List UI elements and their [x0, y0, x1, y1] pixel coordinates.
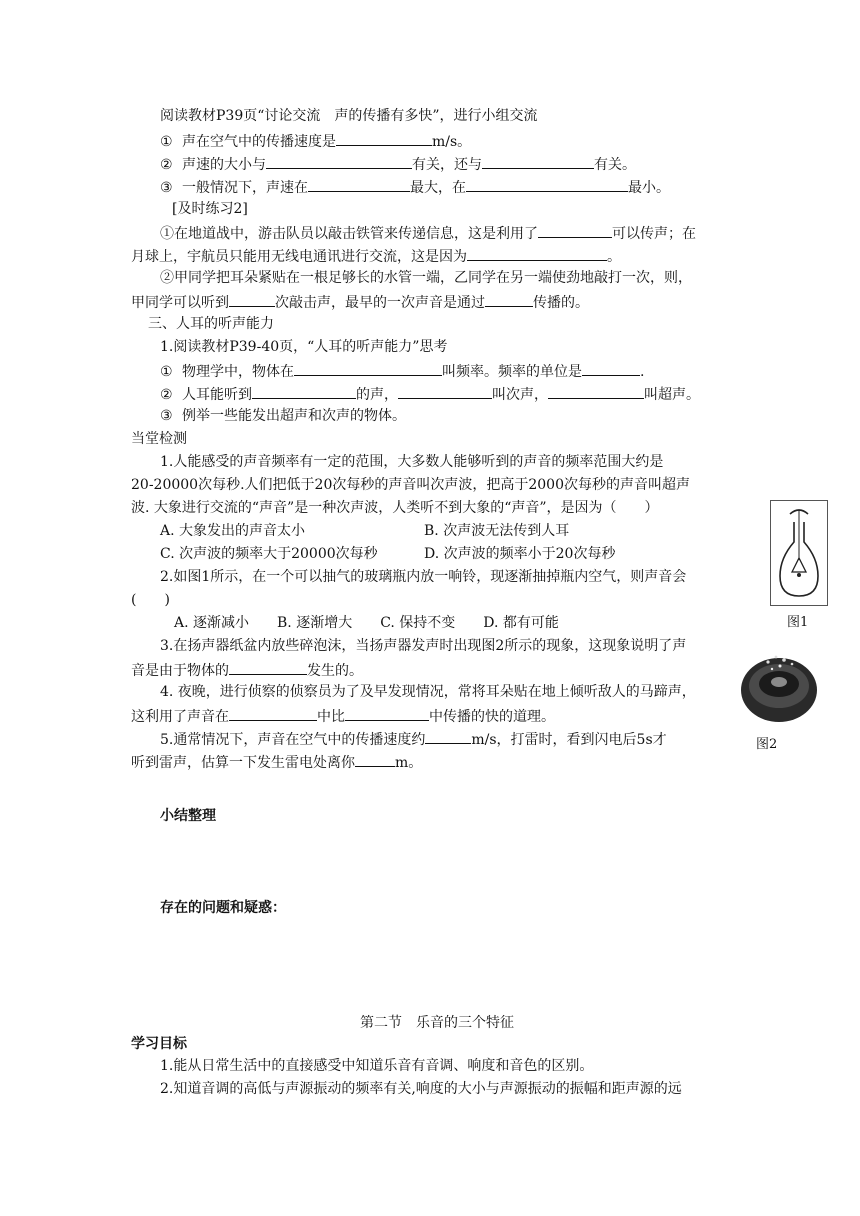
answer-blank[interactable] [336, 130, 432, 146]
s3-question-2: ② 人耳能听到 的声， 叫次声， 叫超声。 [160, 383, 700, 405]
test-q2-line-2: ( ) [131, 592, 170, 608]
s3-question-3: ③ 例举一些能发出超声和次声的物体。 [160, 408, 406, 424]
answer-blank[interactable] [582, 360, 640, 376]
test-q1-option-c: C. 次声波的频率大于20000次每秒 [160, 546, 378, 562]
figure-1-caption: 图1 [787, 615, 809, 630]
practice-2-line-2: 月球上，宇航员只能用无线电通讯进行交流，这是因为 。 [131, 245, 621, 267]
answer-blank[interactable] [355, 751, 395, 767]
test-q4-line-1: 4. 夜晚，进行侦察的侦察员为了及早发现情况，常将耳朵贴在地上倾听敌人的马蹄声， [160, 684, 696, 700]
s3-intro: 1.阅读教材P39-40页，“人耳的听声能力”思考 [160, 339, 448, 355]
answer-blank[interactable] [485, 291, 533, 307]
summary-heading: 小结整理 [160, 808, 216, 824]
practice-2-title: [及时练习2] [172, 201, 248, 217]
q-number: ① [160, 134, 173, 150]
answer-blank[interactable] [229, 659, 307, 675]
test-q4-line-2: 这利用了声音在 中比 中传播的快的道理。 [131, 705, 555, 727]
test-q3-line-1: 3.在扬声器纸盆内放些碎泡沫，当扬声器发声时出现图2所示的现象，这现象说明了声 [160, 638, 687, 654]
answer-blank[interactable] [294, 360, 442, 376]
s1-question-2: ② 声速的大小与 有关，还与 有关。 [160, 153, 636, 175]
s1-question-1: ① 声在空气中的传播速度是 m/s。 [160, 130, 471, 152]
answer-blank[interactable] [229, 291, 275, 307]
figure-2-caption: 图2 [756, 737, 778, 752]
s3-heading: 三、人耳的听声能力 [148, 316, 274, 332]
test-q3-line-2: 音是由于物体的 发生的。 [131, 659, 363, 681]
practice-2-line-1: ①在地道战中，游击队员以敲击铁管来传递信息，这是利用了 可以传声；在 [160, 222, 696, 244]
answer-blank[interactable] [229, 705, 317, 721]
learning-goals-heading: 学习目标 [131, 1036, 187, 1052]
s1-intro: 阅读教材P39页“讨论交流 声的传播有多快”，进行小组交流 [160, 108, 538, 124]
test-q2-options: A. 逐渐减小 B. 逐渐增大 C. 保持不变 D. 都有可能 [174, 615, 559, 631]
test-q2-line-1: 2.如图1所示，在一个可以抽气的玻璃瓶内放一响铃，现逐渐抽掉瓶内空气，则声音会 [160, 569, 687, 585]
s3-question-1: ① 物理学中，物体在 叫频率。频率的单位是 . [160, 360, 644, 382]
s1-question-3: ③ 一般情况下，声速在 最大，在 最小。 [160, 176, 670, 198]
practice-2-line-4: 甲同学可以听到 次敲击声，最早的一次声音是通过 传播的。 [131, 291, 589, 313]
answer-blank[interactable] [425, 728, 471, 744]
test-q1-option-d: D. 次声波的频率小于20次每秒 [424, 546, 616, 562]
practice-2-line-3: ②甲同学把耳朵紧贴在一根足够长的水管一端，乙同学在另一端使劲地敲打一次，则， [160, 270, 692, 286]
answer-blank[interactable] [482, 153, 594, 169]
test-q5-line-1: 5.通常情况下，声音在空气中的传播速度约 m/s，打雷时，看到闪电后5s才 [160, 728, 667, 750]
learning-goal-2: 2.知道音调的高低与声源振动的频率有关,响度的大小与声源振动的振幅和距声源的远 [160, 1081, 682, 1097]
answer-blank[interactable] [308, 176, 410, 192]
bell-jar-figure [770, 500, 828, 606]
answer-blank[interactable] [252, 383, 356, 399]
questions-heading: 存在的问题和疑惑： [160, 900, 286, 916]
learning-goal-1: 1.能从日常生活中的直接感受中知道乐音有音调、响度和音色的区别。 [160, 1058, 594, 1074]
test-q1-line-1: 1.人能感受的声音频率有一定的范围，大多数人能够听到的声音的频率范围大约是 [160, 454, 664, 470]
test-q1-line-3: 波. 大象进行交流的“声音”是一种次声波，人类听不到大象的“声音”，是因为（ ） [131, 500, 659, 516]
section-2-title: 第二节 乐音的三个特征 [360, 1015, 514, 1031]
speaker-figure [738, 650, 820, 726]
answer-blank[interactable] [266, 153, 412, 169]
test-q1-option-b: B. 次声波无法传到人耳 [424, 523, 570, 539]
answer-blank[interactable] [466, 176, 628, 192]
answer-blank[interactable] [345, 705, 429, 721]
test-q1-option-a: A. 大象发出的声音太小 [160, 523, 306, 539]
test-q5-line-2: 听到雷声，估算一下发生雷电处离你 m。 [131, 751, 422, 773]
test-q1-line-2: 20-20000次每秒.人们把低于20次每秒的声音叫次声波，把高于2000次每秒的声音叫超声 [131, 477, 690, 493]
answer-blank[interactable] [548, 383, 644, 399]
answer-blank[interactable] [538, 222, 612, 238]
answer-blank[interactable] [398, 383, 492, 399]
answer-blank[interactable] [467, 245, 607, 261]
test-heading: 当堂检测 [131, 431, 187, 447]
